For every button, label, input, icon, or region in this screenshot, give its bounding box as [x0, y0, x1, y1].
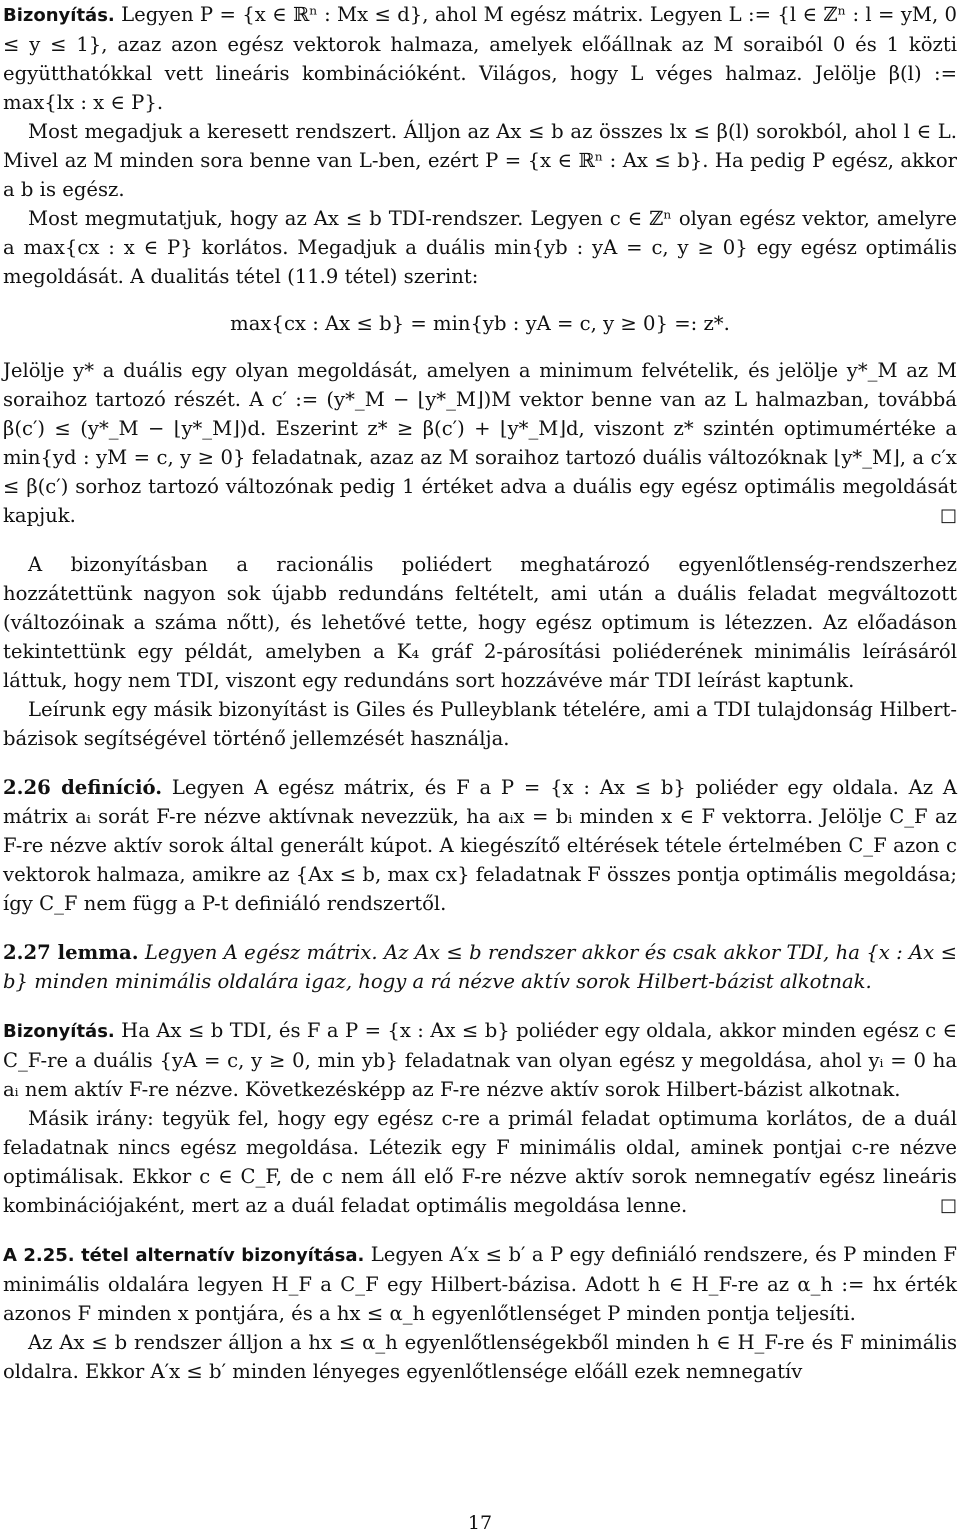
- lemma-text: Legyen A egész mátrix. Az Ax ≤ b rendszer akkor és csak akkor TDI, ha {x : Ax ≤ b} minden minimális oldalára igaz, hogy a rá nézve aktív sorok Hilbert-bázist alkotnak.: [3, 941, 957, 993]
- qed-icon: □: [939, 505, 957, 526]
- definition-label: 2.26 definíció.: [3, 776, 163, 799]
- proof-paragraph: [3, 1016, 957, 1104]
- proof-paragraph: [3, 1104, 957, 1220]
- alt-proof-text: Legyen A′x ≤ b′ a P egy definiáló rendszere, és P minden F minimális oldalára legyen H_F a C_F egy Hilbert-bázisa. Adott h ∈ H_F-re az α_h := hx érték azonos F minden x pontjára, és a hx ≤ α_h egyenlőtlenséget P minden pontja teljesíti.: [3, 1243, 957, 1325]
- proof-paragraph: [3, 0, 957, 117]
- page-number: 17: [467, 1512, 493, 1534]
- proof-paragraph: Most megmutatjuk, hogy az Ax ≤ b TDI-rendszer. Legyen c ∈ ℤⁿ olyan egész vektor, amelyre a max{cx : x ∈ P} korlátos. Megadjuk a duális min{yb : yA = c, y ≥ 0} egy egész optimális megoldását. A dualitás tétel (11.9 tétel) szerint:: [3, 207, 957, 288]
- display-equation: max{cx : Ax ≤ b} = min{yb : yA = c, y ≥ 0} =: z*.: [230, 312, 730, 335]
- proof-text: Legyen P = {x ∈ ℝⁿ : Mx ≤ d}, ahol M egész mátrix. Legyen L := {l ∈ ℤⁿ : l = yM, 0 ≤ y ≤ 1}, azaz azon egész vektorok halmaza, amelyek előállnak az M soraiból 0 és 1 közti együtthatókkal vett lineáris kombinációként. Világos, hogy L véges halmaz. Jelölje β(l) := max{lx : x ∈ P}.: [3, 3, 957, 114]
- alt-proof-paragraph: Az Ax ≤ b rendszer álljon a hx ≤ α_h egyenlőtlenségekből minden h ∈ H_F-re és F minimális oldalra. Ekkor A′x ≤ b′ minden lényeges egyenlőtlensége előáll ezek nemnegatív: [3, 1331, 957, 1383]
- proof-text: Ha Ax ≤ b TDI, és F a P = {x : Ax ≤ b} poliéder egy oldala, akkor minden egész c ∈ C_F-re a duális {yA = c, y ≥ 0, min yb} feladatnak van olyan egész y megoldása, ahol yᵢ = 0 ha aᵢ nem aktív F-re nézve. Következésképp az F-re nézve aktív sorok Hilbert-bázist alkotnak.: [3, 1019, 957, 1101]
- remark-paragraph: Leírunk egy másik bizonyítást is Giles és Pulleyblank tételére, ami a TDI tulajdonság Hilbert-bázisok segítségével történő jellemzését használja.: [3, 698, 957, 750]
- alt-proof-label: A 2.25. tétel alternatív bizonyítása.: [3, 1245, 365, 1266]
- alt-proof-paragraph: [3, 1240, 957, 1328]
- document-page: [3, 0, 957, 1386]
- proof-text: Jelölje y* a duális egy olyan megoldását, amelyen a minimum felvételik, és jelölje y*_M az M soraihoz tartozó részét. A c′ := (y*_M − ⌊y*_M⌋)M vektor benne van az L halmazban, továbbá β(c′) ≤ (y*_M − ⌊y*_M⌋)d. Eszerint z* ≥ β(c′) + ⌊y*_M⌋d, viszont z* szintén optimumértéke a min{yd : yM = c, y ≥ 0} feladatnak, azaz az M soraihoz tartozó duális változóknak ⌊y*_M⌋, a c′x ≤ β(c′) sorhoz tartozó változónak pedig 1 értéket adva a duális egy egész optimális megoldását kapjuk.: [3, 359, 957, 527]
- definition-paragraph: [3, 773, 957, 918]
- qed-icon: □: [939, 1195, 957, 1216]
- definition-text: Legyen A egész mátrix, és F a P = {x : Ax ≤ b} poliéder egy oldala. Az A mátrix aᵢ sorát F-re nézve aktívnak nevezzük, ha aᵢx = bᵢ minden x ∈ F vektorra. Jelölje C_F az F-re nézve aktív sorok által generált kúpot. A kiegészítő eltérések tétele értelmében C_F azon c vektorok halmaza, amikre az {Ax ≤ b, max cx} feladatnak F összes pontja optimális megoldása; így C_F nem függ a P-t definiáló rendszertől.: [3, 776, 957, 915]
- lemma-label: 2.27 lemma.: [3, 941, 139, 964]
- proof-paragraph: [3, 356, 957, 530]
- proof-paragraph: Most megadjuk a keresett rendszert. Álljon az Ax ≤ b az összes lx ≤ β(l) sorokból, ahol l ∈ L. Mivel az M minden sora benne van L-ben, ezért P = {x ∈ ℝⁿ : Ax ≤ b}. Ha pedig P egész, akkor a b is egész.: [3, 120, 957, 201]
- proof-text: Másik irány: tegyük fel, hogy egy egész c-re a primál feladat optimuma korlátos, de a duál feladatnak nincs egész megoldása. Létezik egy F minimális oldal, aminek pontjai c-re nézve optimálisak. Ekkor c ∈ C_F, de c nem áll elő F-re nézve aktív sorok nemnegatív egész lineáris kombinációjaként, mert az a duál feladat optimális megoldása lenne.: [3, 1107, 957, 1217]
- proof-label: Bizonyítás.: [3, 1021, 115, 1042]
- proof-label: Bizonyítás.: [3, 5, 115, 26]
- remark-paragraph: A bizonyításban a racionális poliédert meghatározó egyenlőtlenség-rendszerhez hozzátettünk nagyon sok újabb redundáns feltételt, ami után a duális feladat megváltozott (változóinak a száma nőtt), és lehetővé tette, hogy egész optimum is létezzen. Az előadáson tekintettünk egy példát, amelyben a K₄ gráf 2-párosítási poliéderének minimális leírásáról láttuk, hogy nem TDI, viszont egy redundáns sort hozzávéve már TDI leírást kaptunk.: [3, 553, 957, 692]
- lemma-paragraph: [3, 938, 957, 996]
